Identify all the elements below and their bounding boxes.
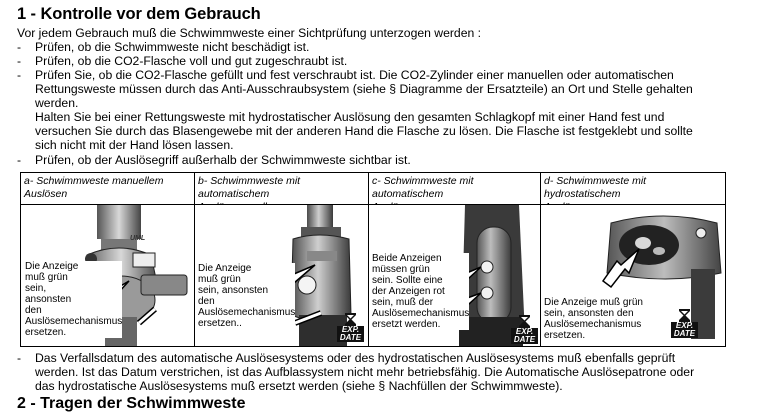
check-item-3-line-4: Halten Sie bei einer Rettungsweste mit hydrostatischer Auslösung den gesamten Schlagkopf mit einer Hand fest und xyxy=(35,110,665,124)
column-header-manual: a- Schwimmweste manuellem Auslösen xyxy=(21,173,194,205)
illustration-automatic-grey xyxy=(369,205,540,346)
column-automatic-yellow xyxy=(194,173,368,346)
check-item-3-line-5: versuchen Sie durch das Blasengewebe mit der anderen Hand die Flasche zu lösen. Die Flasche ist festgeklebt und sollte xyxy=(35,124,693,138)
column-hydrostatic xyxy=(540,173,725,346)
intro-paragraph: Vor jedem Gebrauch muß die Schwimmweste einer Sichtprüfung unterzogen werden : xyxy=(17,26,482,40)
brand-logo: UML xyxy=(130,235,146,242)
expiry-date-icon: EXP. DATE xyxy=(671,309,698,339)
expiry-date-icon: EXP. DATE xyxy=(337,313,364,343)
check-item-3-line-2: Rettungsweste müssen durch das Anti-Ausschraubsystem (siehe § Diagramme der Ersatzteile) an Ort und Stelle gehalten xyxy=(35,82,693,96)
check-item-3-line-6: sich nicht mit der Hand lösen lassen. xyxy=(35,138,234,152)
expiry-date-icon: EXP. DATE xyxy=(511,315,538,345)
caption-automatic-yellow: Die Anzeige muß grün sein, ansonsten den Auslösemechanismus ersetzen.. xyxy=(198,263,296,329)
expiry-note-line-3: das hydrostatische Auslösesystems muß ersetzt werden (siehe § Nachfüllen der Schwimmweste). xyxy=(35,379,563,393)
section-heading: 1 - Kontrolle vor dem Gebrauch xyxy=(17,5,261,23)
illustration-automatic-yellow xyxy=(195,205,368,346)
column-header-automatic-yellow: b- Schwimmweste mit automatischem xyxy=(195,173,368,205)
caption-manual: Die Anzeige muß grün sein, ansonsten den Auslösemechanismus ersetzen. xyxy=(25,261,123,338)
column-header-hydrostatic: d- Schwimmweste mit hydrostatischem xyxy=(541,173,725,205)
indicator-table xyxy=(20,172,726,347)
check-item-3-line-3: werden. xyxy=(35,96,79,110)
illustration-hydrostatic xyxy=(541,205,725,346)
column-manual xyxy=(21,173,194,346)
illustration-manual xyxy=(21,205,194,346)
column-automatic-grey xyxy=(368,173,540,346)
caption-hydrostatic: Die Anzeige muß grün sein, ansonsten den Auslösemechanismus ersetzen. xyxy=(544,297,643,341)
column-header-automatic-grey: c- Schwimmweste mit automatischem xyxy=(369,173,540,205)
expiry-note-line-2: werden. Ist das Datum verstrichen, ist das Aufblassystem nicht mehr betriebsfähig. Die Automatische Auslösepatrone oder xyxy=(35,365,695,379)
next-section-heading: 2 - Tragen der Schwimmweste xyxy=(17,395,246,412)
caption-automatic-grey: Beide Anzeigen müssen grün sein. Sollte eine der Anzeigen rot sein, muß der Auslösemechanismus ersetzt werden. xyxy=(372,253,470,330)
